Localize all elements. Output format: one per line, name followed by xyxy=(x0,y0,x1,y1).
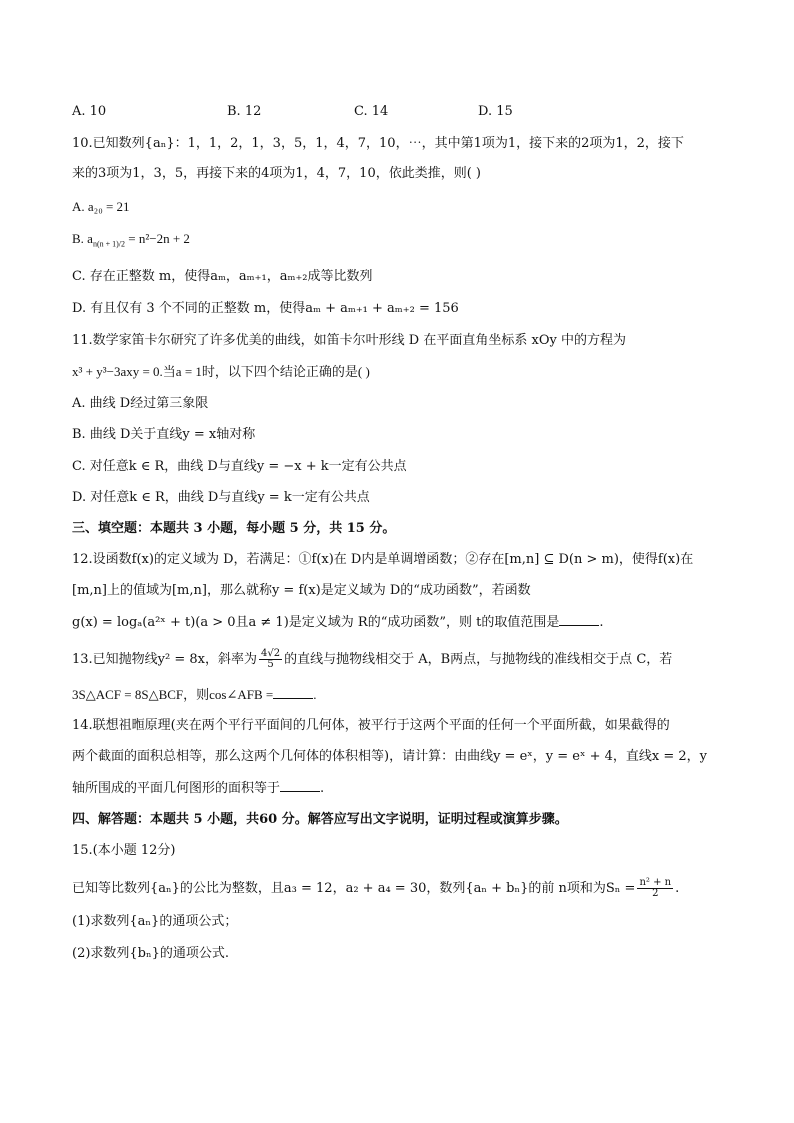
q15-stem-line1: 已知等比数列{aₙ}的公比为整数，且a₃ = 12，a₂ + a₄ = 30，数列{aₙ + bₙ}的前 n项和为Sₙ = $\frac{\text{n² + n}}{2}$ . xyxy=(72,877,680,899)
q13-prefix: 13.已知抛物线y² = 8x，斜率为 xyxy=(72,652,257,667)
q11-choice-c: C. 对任意k ∈ R，曲线 D与直线y = −x + k一定有公共点 xyxy=(72,459,407,474)
q14-stem-line1: 14.联想祖暅原理(夹在两个平行平面间的几何体，被平行于这两个平面的任何一个平面所截，如果截得的 xyxy=(72,718,670,733)
q10-stem-line1: 10.已知数列{aₙ}：1，1，2，1，3，5，1，4，7，10，⋯，其中第1项为1，接下来的2项为1，2，接下 xyxy=(72,136,684,151)
q15-sum-denominator: 2 xyxy=(652,888,659,899)
q15-part-1: (1)求数列{aₙ}的通项公式； xyxy=(72,914,238,929)
q11-stem-line1: 11.数学家笛卡尔研究了许多优美的曲线，如笛卡尔叶形线 D 在平面直角坐标系 xOy 中的方程为 xyxy=(72,333,626,348)
q13-stem-line2: 3S△ACF = 8S△BCF，则cos∠AFB = . xyxy=(72,687,317,702)
q15-sum-fraction xyxy=(637,878,673,899)
q14-stem-line2: 两个截面的面积总相等，那么这两个几何体的体积相等)，请计算：由曲线y = eˣ，y = eˣ + 4，直线x = 2，y xyxy=(72,749,708,764)
q11-choice-d: D. 对任意k ∈ R，曲线 D与直线y = k一定有公共点 xyxy=(72,490,370,505)
q11-choice-b: B. 曲线 D关于直线y = x轴对称 xyxy=(72,427,256,442)
q13-slope-numerator: 4√2 xyxy=(261,648,281,659)
q15-header: 15.(本小题 12分) xyxy=(72,843,176,858)
q11-stem-line2: x³ + y³−3axy = 0.当a = 1时，以下四个结论正确的是( ) xyxy=(72,364,370,379)
q10-choice-d: D. 有且仅有 3 个不同的正整数 m，使得aₘ + aₘ₊₁ + aₘ₊₂ = 156 xyxy=(72,301,459,316)
q13-line2-text: 3S△ACF = 8S△BCF，则cos∠AFB = xyxy=(72,687,274,702)
q9-choice-d: D. 15 xyxy=(478,104,513,119)
q13-slope-fraction xyxy=(259,649,282,670)
q10-choice-b-prefix: B. a xyxy=(72,231,93,246)
q15-line1-text: 已知等比数列{aₙ}的公比为整数，且a₃ = 12，a₂ + a₄ = 30，数列{aₙ + bₙ}的前 n项和为Sₙ = xyxy=(72,881,636,896)
q10-choice-b-subscript: n(n + 1)/2 xyxy=(92,239,126,249)
q14-stem-line3: 轴所围成的平面几何图形的面积等于 . xyxy=(72,781,325,796)
q15-sum-numerator: n² + n xyxy=(639,877,672,888)
q14-line3-text: 轴所围成的平面几何图形的面积等于 xyxy=(72,781,281,796)
q12-stem-line3: g(x) = logₐ(a²ˣ + t)(a > 0且a ≠ 1)是定义域为 R的“成功函数”，则 t的取值范围是 . xyxy=(72,615,604,630)
q10-stem-line2: 来的3项为1，3，5，再接下来的4项为1，4，7，10，依此类推，则( ) xyxy=(72,166,481,181)
q13-slope-denominator: 5 xyxy=(267,659,274,670)
q10-choice-c: C. 存在正整数 m，使得aₘ，aₘ₊₁，aₘ₊₂成等比数列 xyxy=(72,269,373,284)
q13-suffix: 的直线与抛物线相交于 A，B两点，与抛物线的准线相交于点 C，若 xyxy=(284,652,673,667)
q9-choices xyxy=(72,103,732,121)
q15-part-2: (2)求数列{bₙ}的通项公式. xyxy=(72,946,230,961)
q9-choice-c: C. 14 xyxy=(354,104,389,119)
q12-answer-blank xyxy=(559,613,599,626)
q10-choice-b-suffix: = n²−2n + 2 xyxy=(125,231,190,246)
q9-choice-a: A. 10 xyxy=(72,104,107,119)
q9-choice-b: B. 12 xyxy=(227,104,262,119)
q14-answer-blank xyxy=(280,779,320,792)
q12-line3-text: g(x) = logₐ(a²ˣ + t)(a > 0且a ≠ 1)是定义域为 R的“成功函数”，则 t的取值范围是 xyxy=(72,615,560,630)
section-3-heading: 三、填空题：本题共 3 小题，每小题 5 分，共 15 分。 xyxy=(72,521,396,536)
section-4-heading: 四、解答题：本题共 5 小题，共60 分。解答应写出文字说明，证明过程或演算步骤。 xyxy=(72,812,568,827)
q12-stem-line2: [m,n]上的值域为[m,n]，那么就称y = f(x)是定义域为 D的“成功函数”，若函数 xyxy=(72,583,531,598)
q13-answer-blank xyxy=(273,686,313,699)
q11-choice-a: A. 曲线 D经过第三象限 xyxy=(72,396,209,411)
q12-stem-line1: 12.设函数f(x)的定义域为 D，若满足：①f(x)在 D内是单调增函数；②存在[m,n] ⊆ D(n > m)，使得f(x)在 xyxy=(72,552,694,567)
q10-choice-a: A. a₂₀ = 21 xyxy=(72,199,130,214)
q10-choice-b xyxy=(72,230,190,248)
q13-stem-line1 xyxy=(72,649,672,670)
